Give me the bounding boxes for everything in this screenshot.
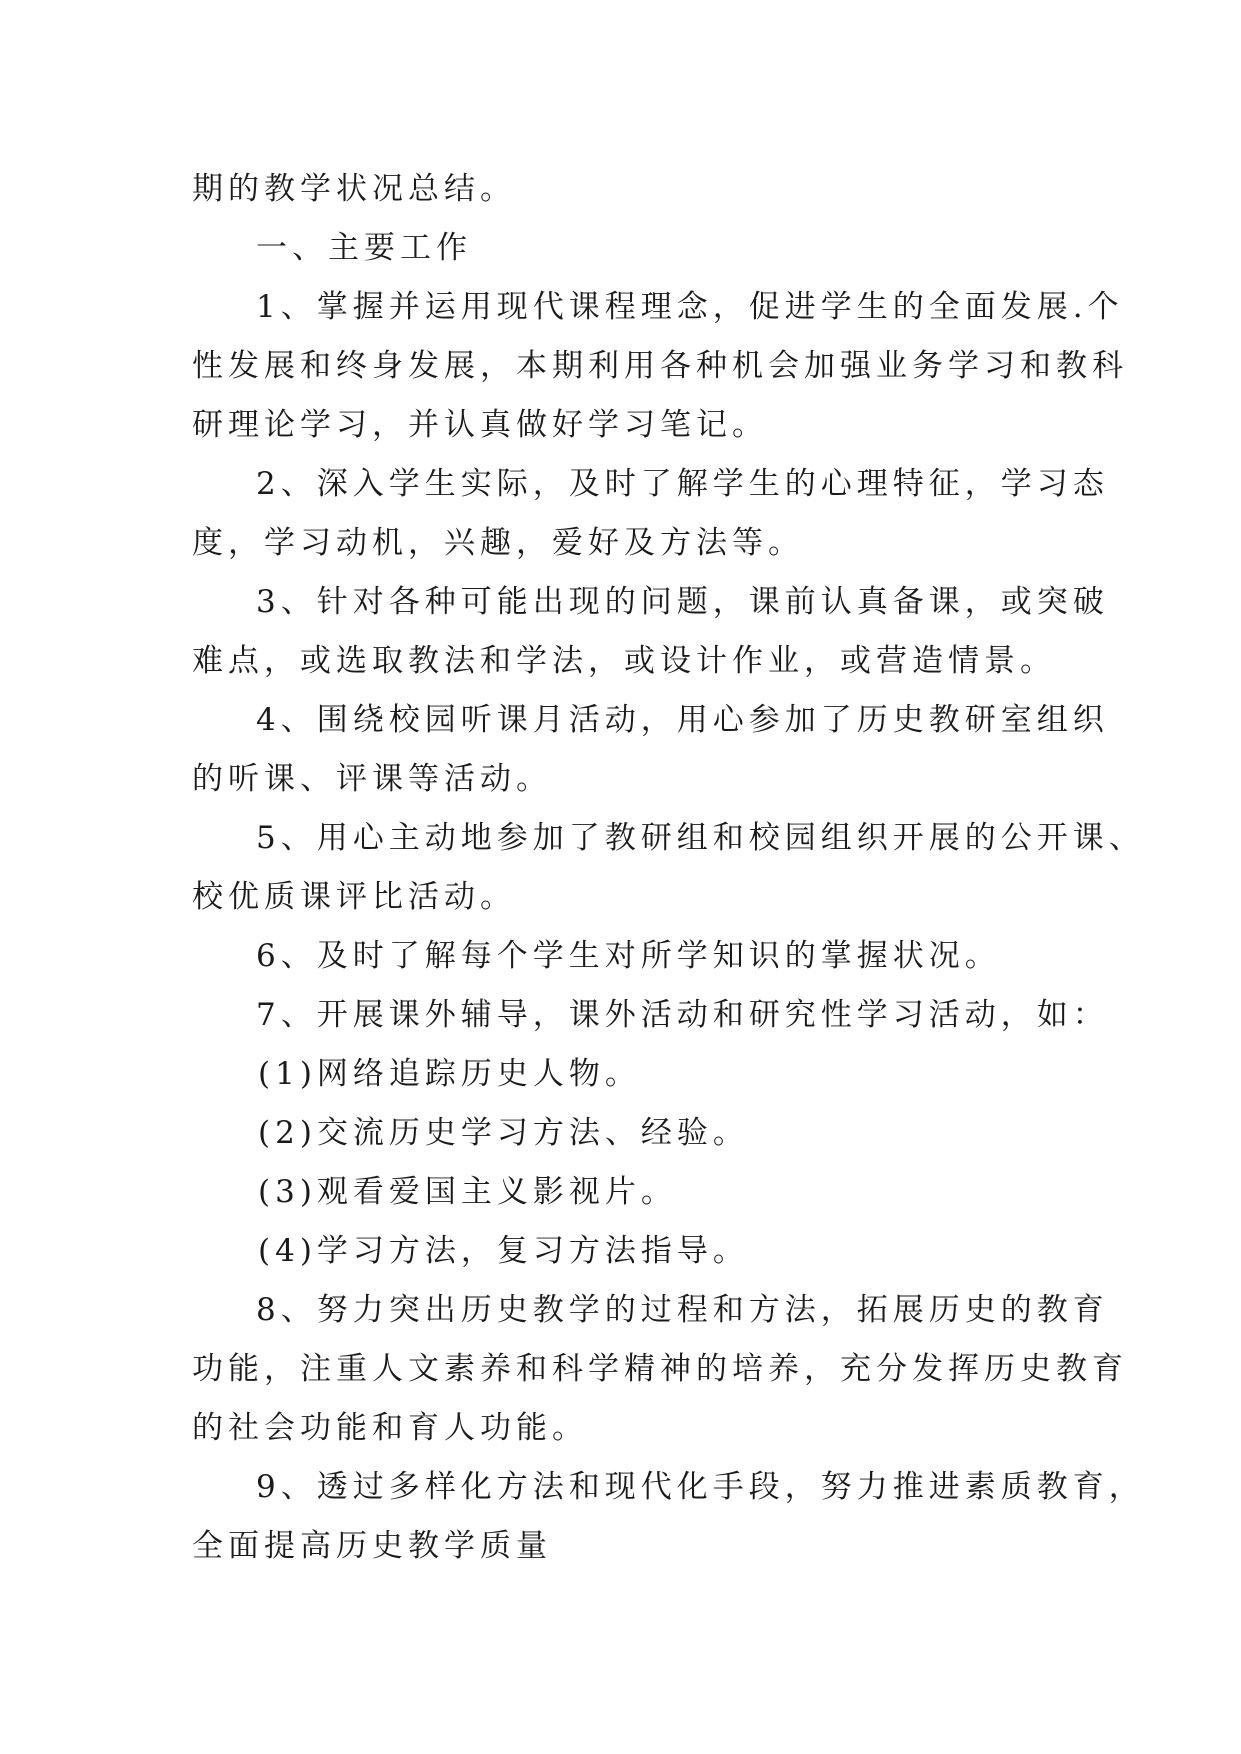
list-item: (1)网络追踪历史人物。 — [258, 1056, 641, 1092]
text-line: 3、针对各种可能出现的问题，课前认真备课，或突破 — [256, 584, 1109, 620]
list-item: (3)观看爱国主义影视片。 — [258, 1174, 677, 1210]
text-line: 8、努力突出历史教学的过程和方法，拓展历史的教育 — [256, 1292, 1109, 1328]
text-line: 性发展和终身发展，本期利用各种机会加强业务学习和教科 — [192, 348, 1128, 384]
text-line: 6、及时了解每个学生对所学知识的掌握状况。 — [256, 938, 1001, 974]
text-line: 的社会功能和育人功能。 — [192, 1410, 588, 1446]
text-line: 度，学习动机，兴趣，爱好及方法等。 — [192, 525, 804, 561]
text-line: 研理论学习，并认真做好学习笔记。 — [192, 407, 768, 443]
text-line: 全面提高历史教学质量 — [192, 1528, 552, 1564]
text-line: 1、掌握并运用现代课程理念，促进学生的全面发展.个 — [256, 289, 1124, 325]
section-heading: 一、主要工作 — [256, 230, 472, 266]
text-line: 期的教学状况总结。 — [192, 171, 516, 207]
list-item: (4)学习方法，复习方法指导。 — [258, 1233, 749, 1269]
text-line: 功能，注重人文素养和科学精神的培养，充分发挥历史教育 — [192, 1351, 1128, 1387]
text-line: 9、透过多样化方法和现代化手段，努力推进素质教育， — [256, 1469, 1145, 1505]
text-line: 2、深入学生实际，及时了解学生的心理特征，学习态 — [256, 466, 1109, 502]
text-line: 校优质课评比活动。 — [192, 879, 516, 915]
list-item: (2)交流历史学习方法、经验。 — [258, 1115, 749, 1151]
document-body — [192, 160, 1145, 1576]
text-line: 5、用心主动地参加了教研组和校园组织开展的公开课、 — [256, 820, 1145, 856]
text-line: 难点，或选取教法和学法，或设计作业，或营造情景。 — [192, 643, 1056, 679]
text-line: 4、围绕校园听课月活动，用心参加了历史教研室组织 — [256, 702, 1109, 738]
text-line: 的听课、评课等活动。 — [192, 761, 552, 797]
text-line: 7、开展课外辅导，课外活动和研究性学习活动，如： — [256, 997, 1109, 1033]
